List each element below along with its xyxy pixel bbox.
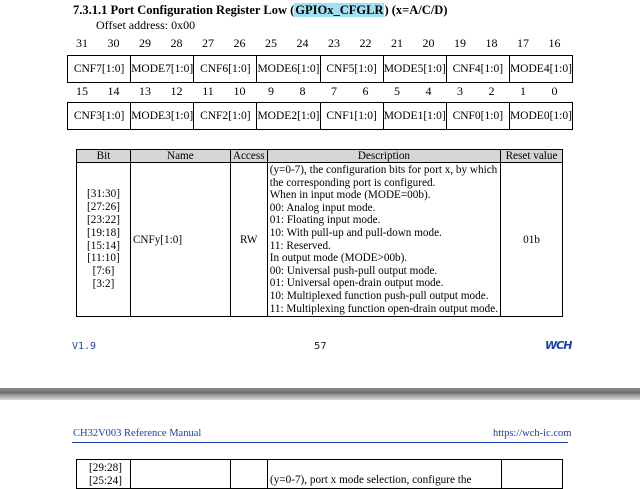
register-row-high bbox=[67, 55, 573, 83]
bit-number: 10 bbox=[233, 84, 246, 98]
bit-range: [19:18] bbox=[87, 226, 120, 239]
section-heading bbox=[73, 3, 448, 18]
register-field: CNF7[1:0] bbox=[68, 56, 131, 82]
bit-number: 23 bbox=[328, 36, 340, 50]
description-cell bbox=[267, 163, 500, 317]
table-row bbox=[77, 163, 563, 317]
bit-number: 8 bbox=[299, 84, 306, 98]
description-line: When in input mode (MODE=00b). bbox=[269, 189, 431, 202]
heading-suffix: ) (x=A/C/D) bbox=[384, 3, 448, 17]
heading-prefix: 7.3.1.1 Port Configuration Register Low ( bbox=[73, 3, 295, 17]
register-field: CNF0[1:0] bbox=[447, 103, 510, 129]
bit-number: 4 bbox=[425, 84, 432, 98]
register-field: MODE6[1:0] bbox=[257, 56, 320, 82]
register-field: CNF6[1:0] bbox=[194, 56, 257, 82]
bit-range: [23:22] bbox=[87, 213, 120, 226]
register-field: MODE7[1:0] bbox=[131, 56, 194, 82]
table-column-divider bbox=[130, 460, 131, 488]
bit-number: 21 bbox=[391, 36, 403, 50]
bit-number: 15 bbox=[76, 84, 88, 98]
bit-number: 6 bbox=[362, 84, 369, 98]
bit-number: 3 bbox=[457, 84, 463, 98]
field-name-cell: CNFy[1:0] bbox=[130, 163, 230, 317]
bit-number: 24 bbox=[296, 36, 309, 50]
bit-number: 11 bbox=[202, 84, 214, 98]
page-number: 57 bbox=[314, 341, 327, 352]
bit-number: 27 bbox=[202, 36, 214, 50]
website-link: https://wch-ic.com bbox=[493, 428, 572, 439]
continued-table bbox=[76, 459, 563, 489]
description-line: In output mode (MODE>00b). bbox=[269, 252, 408, 265]
access-cell: RW bbox=[230, 163, 267, 317]
description-line: 00: Analog input mode. bbox=[269, 201, 376, 214]
bit-number: 26 bbox=[233, 36, 246, 50]
description-line: 11: Multiplexing function open-drain output mode. bbox=[269, 302, 499, 315]
bit-range: [29:28] bbox=[89, 462, 122, 474]
bit-number: 2 bbox=[488, 84, 495, 98]
description-line: 10: Multiplexed function push-pull output mode. bbox=[269, 289, 489, 302]
bit-number: 0 bbox=[551, 84, 558, 98]
manual-title: CH32V003 Reference Manual bbox=[73, 428, 202, 439]
table-column-divider bbox=[501, 460, 502, 488]
reset-value-cell: 01b bbox=[501, 163, 563, 317]
register-row-low bbox=[67, 102, 573, 130]
register-field: MODE2[1:0] bbox=[257, 103, 320, 129]
bit-number: 18 bbox=[485, 36, 498, 50]
bits-cell bbox=[89, 462, 122, 487]
table-column-divider bbox=[230, 460, 231, 488]
bit-range: [15:14] bbox=[87, 239, 120, 252]
register-field: MODE3[1:0] bbox=[131, 103, 194, 129]
description-line: 01: Universal open-drain output mode. bbox=[269, 277, 444, 290]
bit-number: 29 bbox=[139, 36, 151, 50]
bit-number: 28 bbox=[170, 36, 183, 50]
register-name-highlight: GPIOx_CFGLR bbox=[295, 3, 384, 17]
bit-number: 20 bbox=[422, 36, 435, 50]
col-header-bit: Bit bbox=[77, 150, 131, 163]
register-field: MODE4[1:0] bbox=[509, 62, 572, 75]
table-header-row bbox=[77, 150, 563, 163]
bit-range: [7:6] bbox=[92, 265, 115, 278]
bit-number: 1 bbox=[520, 84, 526, 98]
bit-number: 19 bbox=[454, 36, 466, 50]
register-field: CNF2[1:0] bbox=[194, 103, 257, 129]
register-field: MODE0[1:0] bbox=[509, 109, 572, 122]
description-line: 11: Reserved. bbox=[269, 239, 331, 252]
bit-number: 9 bbox=[268, 84, 274, 98]
register-field: CNF1[1:0] bbox=[321, 103, 384, 129]
bit-range: [25:24] bbox=[89, 474, 122, 487]
col-header-reset: Reset value bbox=[501, 150, 563, 163]
bit-number: 17 bbox=[517, 36, 529, 50]
description-line: 00: Universal push-pull output mode. bbox=[269, 264, 438, 277]
description-line: the corresponding port is configured. bbox=[269, 176, 436, 189]
table-column-divider bbox=[267, 460, 268, 488]
bit-range: [31:30] bbox=[87, 188, 120, 201]
description-line: 10: With pull-up and pull-down mode. bbox=[269, 226, 442, 239]
register-field: MODE1[1:0] bbox=[384, 103, 447, 129]
bit-number: 16 bbox=[548, 36, 561, 50]
register-field: CNF3[1:0] bbox=[68, 103, 131, 129]
description-line: 01: Floating input mode. bbox=[269, 214, 381, 227]
bit-number: 31 bbox=[76, 36, 88, 50]
description-line: (y=0-7), port x mode selection, configure the bbox=[270, 474, 472, 486]
bit-range: [3:2] bbox=[92, 277, 115, 290]
page-separator bbox=[0, 388, 640, 400]
bit-number: 7 bbox=[331, 84, 337, 98]
version-label: V1.9 bbox=[72, 341, 97, 352]
bit-number: 25 bbox=[265, 36, 277, 50]
bit-number: 12 bbox=[170, 84, 183, 98]
register-field: MODE5[1:0] bbox=[384, 56, 447, 82]
bit-number: 5 bbox=[394, 84, 400, 98]
bit-number: 14 bbox=[107, 84, 120, 98]
bit-number: 13 bbox=[139, 84, 151, 98]
bit-range: [27:26] bbox=[87, 201, 120, 214]
description-line: (y=0-7), the configuration bits for port x, by which bbox=[269, 164, 498, 176]
register-field: CNF5[1:0] bbox=[321, 56, 384, 82]
bit-description-table bbox=[76, 149, 563, 317]
header-rule bbox=[72, 442, 568, 443]
bit-number: 22 bbox=[359, 36, 372, 50]
bit-number: 30 bbox=[107, 36, 120, 50]
offset-address: Offset address: 0x00 bbox=[96, 18, 196, 32]
bit-range: [11:10] bbox=[87, 252, 120, 265]
register-field: CNF4[1:0] bbox=[447, 56, 510, 82]
wch-logo: WCH bbox=[545, 339, 572, 352]
col-header-name: Name bbox=[130, 150, 230, 163]
bits-cell bbox=[77, 163, 131, 317]
col-header-access: Access bbox=[230, 150, 267, 163]
col-header-description: Description bbox=[267, 150, 500, 163]
